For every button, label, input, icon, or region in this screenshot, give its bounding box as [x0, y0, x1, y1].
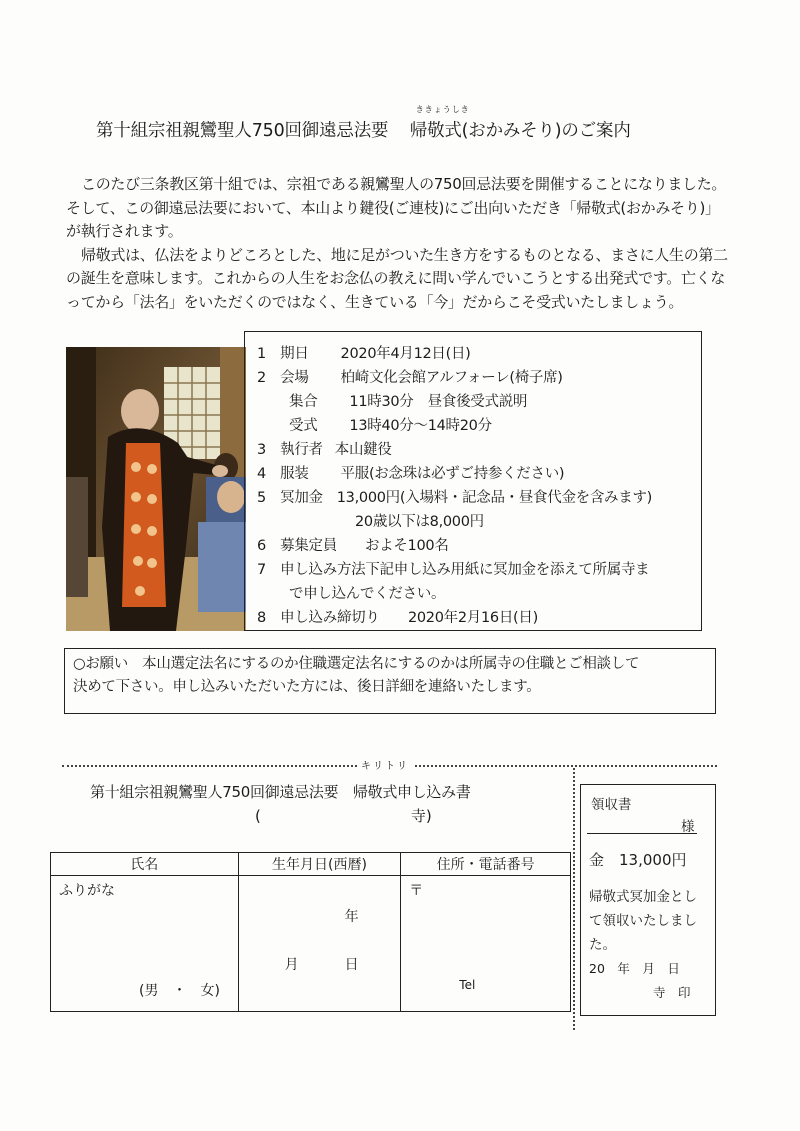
- receipt-sama: 様: [681, 819, 695, 835]
- details-box: [244, 331, 702, 631]
- ceremony-photo: [66, 347, 246, 631]
- receipt-text-2: て領収いたしまし: [589, 913, 697, 929]
- page-title: [96, 105, 736, 142]
- title-main: 第十組宗祖親鸞聖人750回御遠忌法要: [96, 121, 389, 141]
- day-label: 日: [344, 957, 359, 973]
- postal-mark: 〒: [409, 883, 424, 899]
- receipt-text-3: た。: [589, 937, 616, 953]
- intro-paragraph-1: このたび三条教区第十組では、宗祖である親鸞聖人の750回忌法要を開催することになりました。そして、この御遠忌法要において、本山より鍵役(ご連枝)にご出向いただき「帰敬式(おかみそり)」が執行されます。: [66, 175, 727, 241]
- receipt-text-1: 帰敬式冥加金とし: [589, 889, 697, 905]
- name-field[interactable]: [51, 876, 239, 1012]
- title-event: 帰敬式(おかみそり)のご案内: [409, 121, 631, 141]
- birthdate-field[interactable]: [238, 876, 401, 1012]
- detail-row: 集合 11時30分 昼食後受式説明: [289, 394, 528, 410]
- cut-line-vertical: [573, 768, 575, 1030]
- intro-text: [66, 173, 730, 315]
- receipt: [580, 784, 716, 1016]
- tel-label: Tel: [459, 978, 476, 992]
- detail-row: 2 会場 柏崎文化会館アルフォーレ(椅子席): [257, 370, 563, 386]
- note-line-2: 決めて下さい。申し込みいただいた方には、後日詳細を連絡いたします。: [73, 679, 541, 695]
- detail-row: 8 申し込み締切り 2020年2月16日(日): [257, 610, 538, 626]
- address-field[interactable]: [401, 876, 571, 1012]
- receipt-seal: 寺 印: [653, 985, 691, 1000]
- detail-row: 受式 13時40分～14時20分: [289, 418, 492, 434]
- header-name: 氏名: [51, 853, 239, 876]
- detail-row: 5 冥加金 13,000円(入場料・記念品・昼食代金を含みます): [257, 490, 652, 506]
- header-address: 住所・電話番号: [401, 853, 571, 876]
- detail-row: 20歳以下は8,000円: [355, 514, 484, 530]
- request-note: [64, 648, 716, 714]
- title-ruby: ききょうしき: [415, 105, 470, 114]
- header-birthdate: 生年月日(西暦): [238, 853, 401, 876]
- note-line-1: ○お願い 本山選定法名にするのか住職選定法名にするのかは所属寺の住職とご相談して: [73, 656, 640, 672]
- form-title: 第十組宗祖親鸞聖人750回御遠忌法要 帰敬式申し込み書: [90, 783, 471, 801]
- cut-label: キリトリ: [357, 757, 413, 772]
- receipt-date: 20 年 月 日: [589, 961, 680, 976]
- application-form: [50, 852, 571, 1012]
- furigana-label: ふりがな: [59, 883, 115, 899]
- detail-row: 3 執行者 本山鍵役: [257, 442, 392, 458]
- temple-line: ( 寺): [255, 807, 432, 825]
- receipt-amount: 金 13,000円: [589, 851, 687, 869]
- detail-row: 1 期日 2020年4月12日(日): [257, 346, 471, 362]
- year-label: 年: [344, 909, 359, 925]
- detail-row: で申し込んでください。: [289, 586, 446, 602]
- detail-row: 7 申し込み方法下記申し込み用紙に冥加金を添えて所属寺ま: [257, 562, 650, 578]
- gender-select[interactable]: (男 ・ 女): [139, 983, 220, 999]
- receipt-title: 領収書: [591, 797, 632, 813]
- month-label: 月: [284, 957, 299, 973]
- intro-paragraph-2: 帰敬式は、仏法をよりどころとした、地に足がついた生き方をするものとなる、まさに人生の第二の誕生を意味します。これからの人生をお念仏の教えに問い学んでいこうとする出発式です。亡くなってから「法名」をいただくのではなく、生きている「今」だからこそ受式いたしましょう。: [66, 245, 728, 311]
- detail-row: 4 服装 平服(お念珠は必ずご持参ください): [257, 466, 565, 482]
- receipt-name-line: [587, 833, 697, 834]
- detail-row: 6 募集定員 およそ100名: [257, 538, 449, 554]
